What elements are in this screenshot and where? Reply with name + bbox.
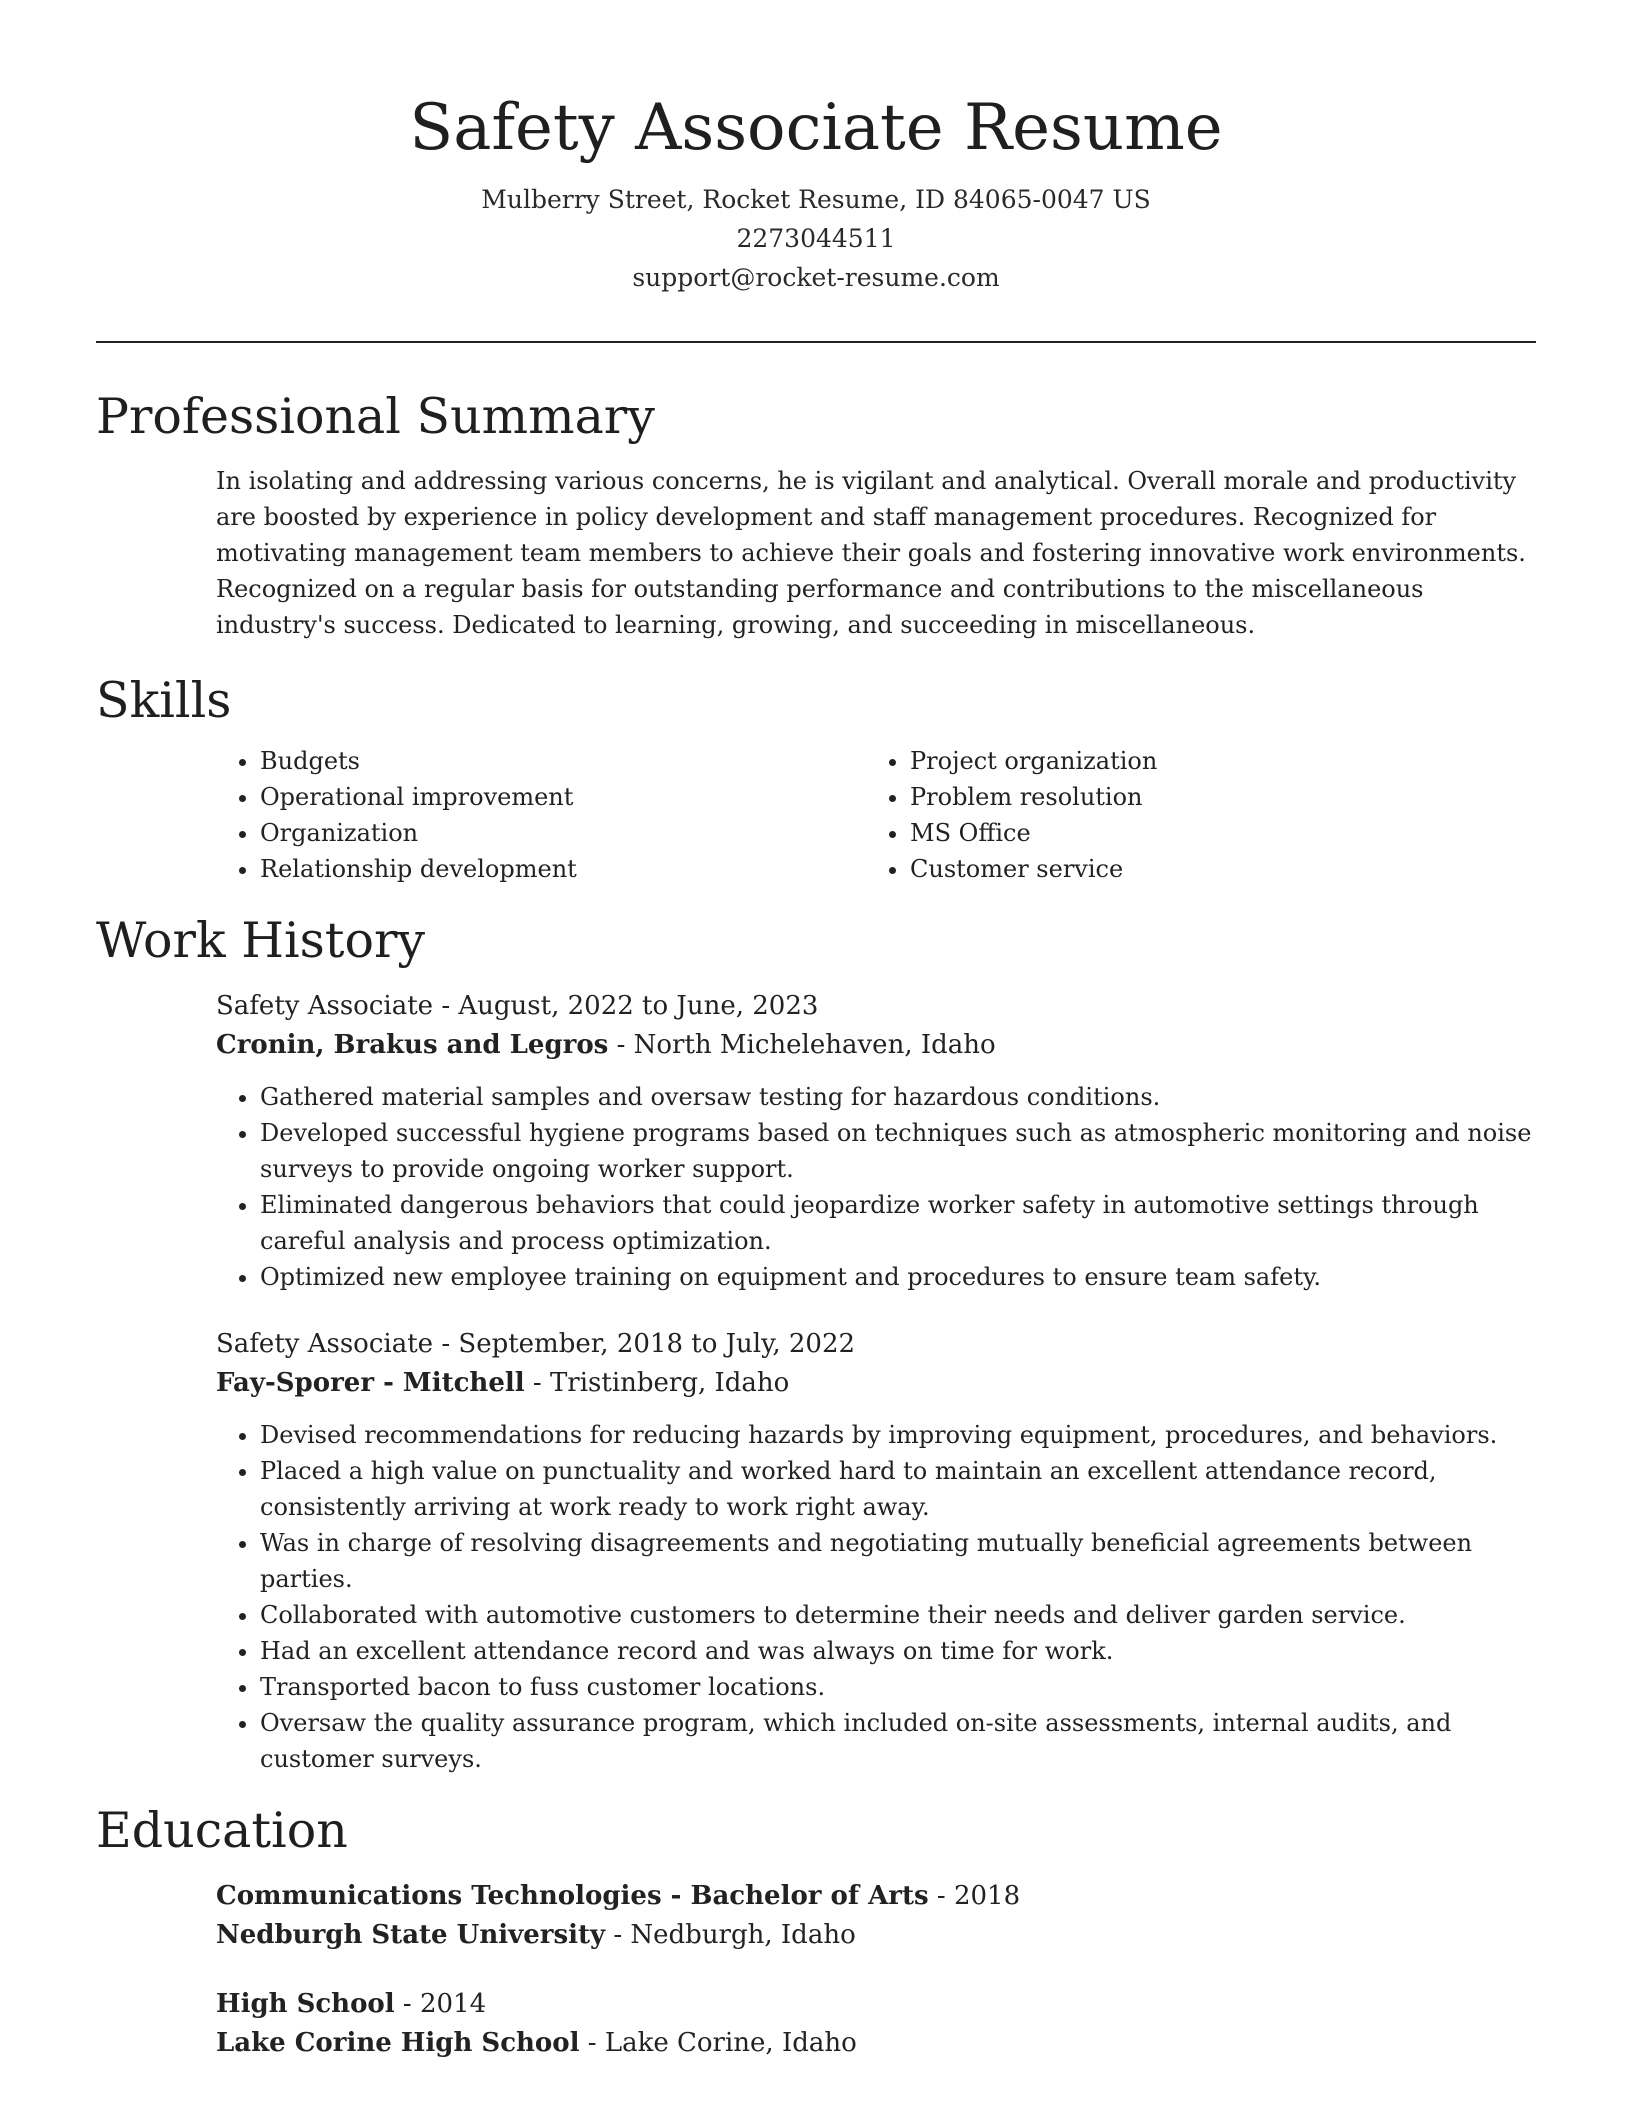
skill-item: • MS Office [910,815,1516,851]
skills-column-left [216,743,866,887]
education-entry [216,1985,1536,2063]
education-school-line [216,1916,1536,1955]
job-position: Safety Associate [216,1329,434,1359]
job-bullet: • Oversaw the quality assurance program, which included on-site assessments, internal audits, and customer surveys. [260,1705,1536,1777]
skill-item: • Organization [260,815,866,851]
job-title-line [216,987,1536,1026]
job-company: Fay-Sporer - Mitchell [216,1368,525,1398]
job-bullet: • Optimized new employee training on equipment and procedures to ensure team safety. [260,1259,1536,1295]
education-location: - Lake Corine, Idaho [579,2028,857,2058]
resume-header [96,0,1536,297]
education-degree: Communications Technologies - Bachelor of Arts [216,1881,929,1911]
job-bullets [216,1417,1536,1777]
skills-list-left [216,743,866,887]
skills-section [96,743,1536,887]
job-bullet: • Placed a high value on punctuality and worked hard to maintain an excellent attendance record, consistently arriving at work ready to work right away. [260,1453,1536,1525]
job-location: - Tristinberg, Idaho [524,1368,790,1398]
job-entry [216,1325,1536,1777]
education-school-line [216,2024,1536,2063]
job-bullet: • Devised recommendations for reducing hazards by improving equipment, procedures, and behaviors. [260,1417,1536,1453]
contact-info [96,180,1536,297]
skill-item: • Project organization [910,743,1516,779]
education-school: Lake Corine High School [216,2028,580,2058]
job-dates: - September, 2018 to July, 2022 [433,1329,856,1359]
resume-title: Safety Associate Resume [409,91,1223,165]
job-bullet: • Was in charge of resolving disagreements and negotiating mutually beneficial agreements between parties. [260,1525,1536,1597]
work-history-section [96,987,1536,1777]
job-bullet: • Collaborated with automotive customers to determine their needs and deliver garden service. [260,1597,1536,1633]
skill-item: • Budgets [260,743,866,779]
job-entry [216,987,1536,1295]
education-section [96,1877,1536,2063]
job-dates: - August, 2022 to June, 2023 [433,991,819,1021]
job-bullet: • Eliminated dangerous behaviors that could jeopardize worker safety in automotive settings through careful analysis and process optimization. [260,1187,1536,1259]
job-title-line [216,1325,1536,1364]
skills-heading: Skills [96,672,232,729]
job-bullet: • Had an excellent attendance record and was always on time for work. [260,1633,1536,1669]
job-bullet: • Developed successful hygiene programs based on techniques such as atmospheric monitoring and noise surveys to provide ongoing worker support. [260,1115,1536,1187]
education-degree-line [216,1877,1536,1916]
education-school: Nedburgh State University [216,1920,606,1950]
education-year: - 2014 [394,1989,487,2019]
header-divider [96,341,1536,343]
skills-column-right [866,743,1516,887]
job-bullet: • Transported bacon to fuss customer locations. [260,1669,1536,1705]
skill-item: • Relationship development [260,851,866,887]
job-company-line [216,1026,1536,1065]
job-position: Safety Associate [216,991,434,1021]
work-history-heading: Work History [96,912,426,969]
education-heading: Education [96,1802,348,1859]
job-company-line [216,1364,1536,1403]
education-degree: High School [216,1989,395,2019]
education-year: - 2018 [928,1881,1021,1911]
address-text: Mulberry Street, Rocket Resume, ID 84065-0047 US [481,185,1151,214]
job-bullet: • Gathered material samples and oversaw testing for hazardous conditions. [260,1079,1536,1115]
summary-heading: Professional Summary [96,388,655,445]
skill-item: • Operational improvement [260,779,866,815]
summary-text: In isolating and addressing various concerns, he is vigilant and analytical. Overall morale and productivity are boosted by experience in policy development and staff management procedures. Recognized for motivating management team members to achieve their goals and fostering innovative work environments. Recognized on a regular basis for outstanding performance and contributions to the miscellaneous industry's success. Dedicated to learning, growing, and succeeding in miscellaneous. [216,467,1526,639]
skill-item: • Problem resolution [910,779,1516,815]
education-location: - Nedburgh, Idaho [605,1920,856,1950]
resume-page [96,0,1536,2063]
email-text: support@rocket-resume.com [632,263,1000,292]
skills-grid [216,743,1536,887]
job-location: - North Michelehaven, Idaho [608,1030,996,1060]
skills-list-right [866,743,1516,887]
education-degree-line [216,1985,1536,2024]
job-bullets [216,1079,1536,1295]
job-company: Cronin, Brakus and Legros [216,1030,609,1060]
education-entry [216,1877,1536,1955]
skill-item: • Customer service [910,851,1516,887]
phone-text: 2273044511 [736,224,896,253]
